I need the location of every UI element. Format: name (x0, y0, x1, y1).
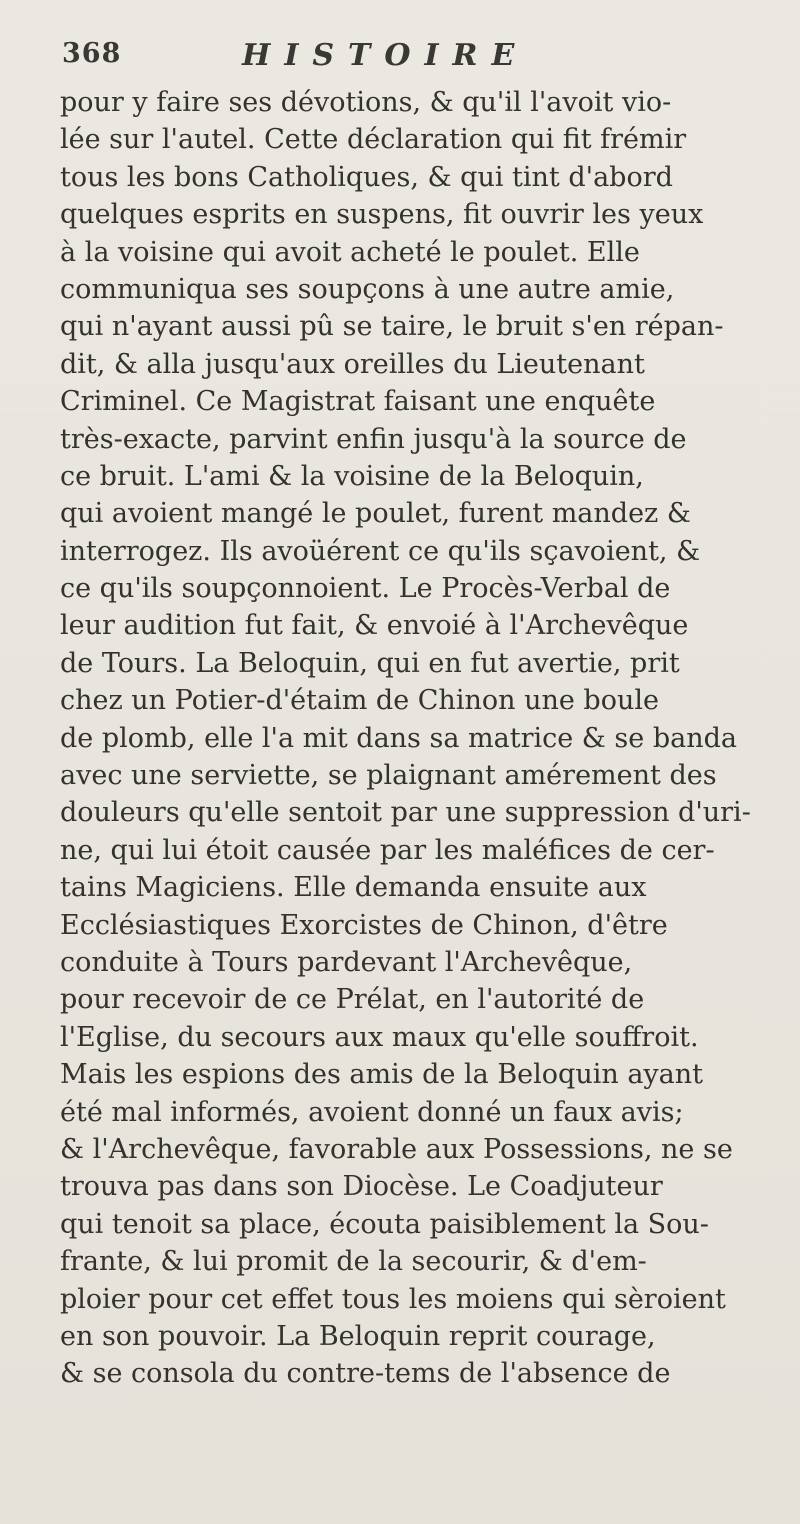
text-line: & se consola du contre-tems de l'absence de (60, 1358, 671, 1390)
text-line: de plomb, elle l'a mit dans sa matrice & se banda (60, 722, 737, 754)
text-line: Ecclésiastiques Exorcistes de Chinon, d'être (60, 909, 668, 941)
text-line: été mal informés, avoient donné un faux avis; (60, 1096, 684, 1128)
page-number: 368 (62, 38, 122, 69)
running-head: HISTOIRE (242, 38, 529, 73)
text-line: ploier pour cet effet tous les moiens qui sèroient (60, 1283, 726, 1315)
text-line: leur audition fut fait, & envoié à l'Archevêque (60, 610, 689, 642)
text-line: dit, & alla jusqu'aux oreilles du Lieutenant (60, 348, 645, 380)
text-line: & l'Archevêque, favorable aux Possessions, ne se (60, 1133, 733, 1165)
text-line: ce qu'ils soupçonnoient. Le Procès-Verbal de (60, 573, 671, 605)
text-line: ce bruit. L'ami & la voisine de la Beloquin, (60, 460, 644, 492)
text-line: douleurs qu'elle sentoit par une suppression d'uri- (60, 797, 751, 829)
text-line: trouva pas dans son Diocèse. Le Coadjuteur (60, 1171, 663, 1203)
text-line: de Tours. La Beloquin, qui en fut avertie, prit (60, 647, 680, 679)
text-line: Criminel. Ce Magistrat faisant une enquête (60, 386, 656, 418)
text-line: qui n'ayant aussi pû se taire, le bruit s'en répan- (60, 311, 724, 343)
page-header (62, 38, 682, 78)
text-line: lée sur l'autel. Cette déclaration qui fit frémir (60, 124, 687, 156)
text-line: qui tenoit sa place, écouta paisiblement la Sou- (60, 1208, 709, 1240)
body-text (60, 84, 772, 1393)
text-line: conduite à Tours pardevant l'Archevêque, (60, 946, 633, 978)
text-line: tous les bons Catholiques, & qui tint d'abord (60, 161, 673, 193)
text-line: pour y faire ses dévotions, & qu'il l'avoit vio- (60, 87, 672, 118)
text-line: très-exacte, parvint enfin jusqu'à la source de (60, 423, 687, 455)
text-line: ne, qui lui étoit causée par les maléfices de cer- (60, 834, 715, 866)
text-line: frante, & lui promit de la secourir, & d'em- (60, 1246, 647, 1278)
text-line: l'Eglise, du secours aux maux qu'elle souffroit. (60, 1021, 699, 1053)
text-line: pour recevoir de ce Prélat, en l'autorité de (60, 984, 645, 1016)
text-line: interrogez. Ils avoüérent ce qu'ils sçavoient, & (60, 535, 701, 567)
text-line: chez un Potier-d'étaim de Chinon une boule (60, 685, 659, 717)
text-line: en son pouvoir. La Beloquin reprit courage, (60, 1320, 656, 1352)
text-line: qui avoient mangé le poulet, furent mandez & (60, 498, 691, 530)
text-line: Mais les espions des amis de la Beloquin ayant (60, 1059, 704, 1091)
text-line: quelques esprits en suspens, fit ouvrir les yeux (60, 199, 704, 231)
text-line: à la voisine qui avoit acheté le poulet. Elle (60, 236, 640, 268)
text-line: avec une serviette, se plaignant amérement des (60, 760, 717, 792)
text-line: communiqua ses soupçons à une autre amie, (60, 273, 675, 305)
text-line: tains Magiciens. Elle demanda ensuite aux (60, 872, 647, 904)
